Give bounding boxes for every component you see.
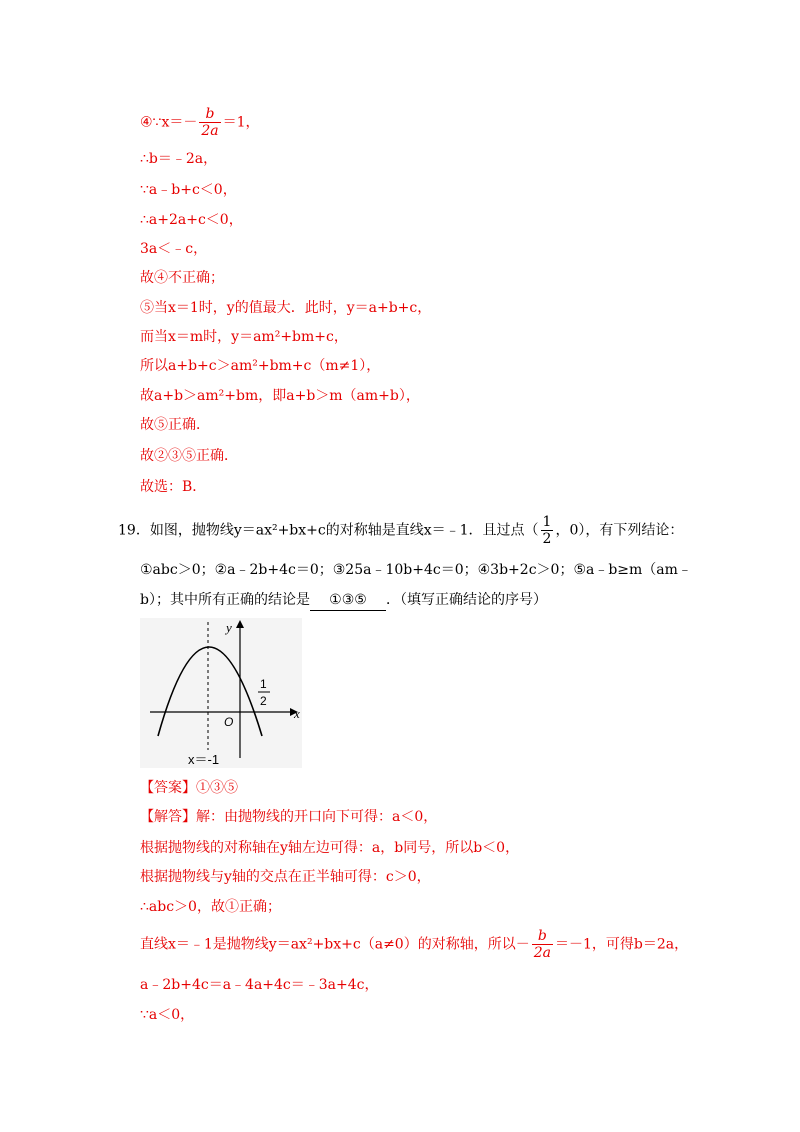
x-axis-label: x	[294, 706, 300, 721]
answer-step-3: 根据抛物线与y轴的交点在正半轴可得：c＞0，	[140, 869, 431, 885]
question-19-options-cont: b）；其中所有正确的结论是 ①③⑤ ．（填写正确结论的序号）	[140, 590, 547, 611]
solution-line-10: 故a+b＞am²+bm，即a+b＞m（am+b），	[140, 388, 420, 404]
solution-line-2: ∴b＝﹣2a，	[140, 151, 218, 167]
solution-line-11: 故⑤正确．	[140, 417, 210, 433]
solution-line-1: ④∵x＝－ $\frac{b}{2a}$ ＝1，	[140, 106, 260, 139]
answer-step-2: 根据抛物线的对称轴在y轴左边可得：a，b同号，所以b＜0，	[140, 840, 520, 856]
solution-line-6: 故④不正确；	[140, 270, 224, 286]
solution-line-8: 而当x＝m时，y＝am²+bm+c，	[140, 329, 348, 345]
answer-step-5: 直线x＝﹣1是抛物线y＝ax²+bx+c（a≠0）的对称轴，所以－ $\frac{b}{2a}$ ＝－1，可得b＝2a，	[140, 928, 689, 961]
origin-label: O	[224, 715, 234, 729]
solution-line-13: 故选：B．	[140, 479, 207, 495]
solution-line-12: 故②③⑤正确．	[140, 448, 238, 464]
answer-step-4: ∴abc＞0，故①正确；	[140, 899, 281, 915]
y-axis-label: y	[226, 620, 232, 635]
answer-label: 【答案】①③⑤	[140, 780, 238, 796]
answer-step-7: ∵a＜0，	[140, 1007, 195, 1023]
solution-line-9: 所以a+b+c＞am²+bm+c（m≠1），	[140, 358, 381, 374]
solution-line-7: ⑤当x＝1时，y的值最大．此时，y＝a+b+c，	[140, 300, 432, 316]
symmetry-axis-label: x＝-1	[188, 752, 220, 767]
answer-blank: ①③⑤	[310, 590, 386, 611]
answer-step-1: 【解答】解：由抛物线的开口向下可得：a＜0，	[140, 809, 438, 825]
half-numerator: 1	[260, 677, 267, 691]
half-denominator: 2	[260, 694, 267, 708]
solution-line-3: ∵a﹣b+c＜0，	[140, 182, 237, 198]
solution-line-5: 3a＜﹣c，	[140, 241, 208, 257]
parabola-graph	[140, 618, 302, 768]
solution-line-4: ∴a+2a+c＜0，	[140, 212, 243, 228]
answer-step-6: a﹣2b+4c＝a﹣4a+4c＝﹣3a+4c，	[140, 977, 379, 993]
question-19-options: ①abc＞0；②a﹣2b+4c＝0；③25a﹣10b+4c＝0；④3b+2c＞0；⑤a﹣b≥m（am﹣	[140, 562, 692, 578]
question-19-stem: 19．如图，抛物线y＝ax²+bx+c的对称轴是直线x＝﹣1．且过点（ $\frac{1}{2}$ ，0），有下列结论：	[118, 514, 684, 547]
